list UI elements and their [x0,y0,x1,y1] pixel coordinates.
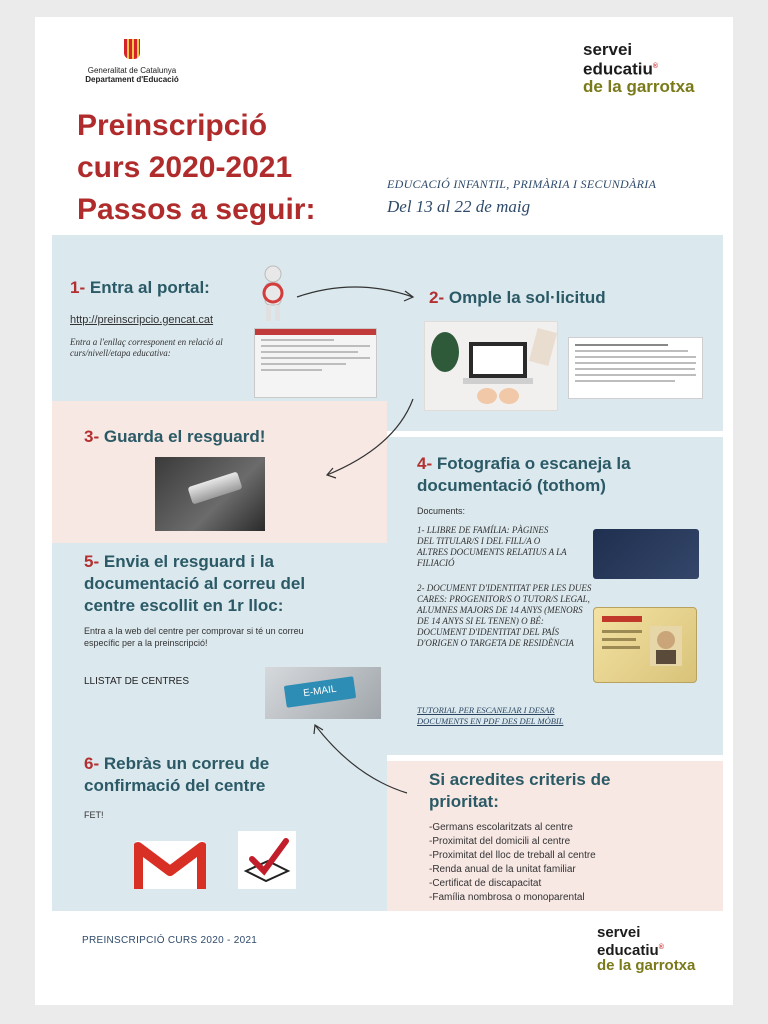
step3-title: 3- Guarda el resguard! [84,427,266,446]
id-card-image [593,607,697,683]
generalitat-name: Generalitat de Catalunya [87,66,177,75]
step5-title: 5- Envia el resguard i la documentació al correu del centre escollit en 1r lloc: [84,552,306,615]
criteria-item: -Renda anual de la unitat familiar [429,864,576,875]
servei-educatiu-logo-footer: servei educatiu® de la garrotxa [597,924,696,974]
criteria-panel [387,761,723,911]
person-email-icon [256,265,290,323]
criteria-item: -Proximitat del lloc de treball al centre [429,850,596,861]
usb-drive-image [155,457,265,531]
criteria-item: -Certificat de discapacitat [429,878,542,889]
documents-label: Documents: [417,506,466,516]
education-levels: EDUCACIÓ INFANTIL, PRIMÀRIA I SECUNDÀRIA [387,177,657,191]
criteria-item: -Proximitat del domicili al centre [429,836,571,847]
step6-title: 6- Rebràs un correu de confirmació del centre [84,754,270,795]
email-key-label: E-MAIL [284,676,356,708]
step5-panel [52,543,387,727]
date-range: Del 13 al 22 de maig [387,197,531,216]
criteria-item: -Família nombrosa o monoparental [429,892,585,903]
tutorial-link[interactable]: TUTORIAL PER ESCANEJAR I DESAR DOCUMENTS EN PDF DES DEL MÒBIL [417,705,564,726]
criteria-title: Si acredites criteris de prioritat: [429,770,611,811]
senyera-icon [124,39,140,59]
criteria-list [429,821,596,905]
criteria-item: -Germans escolaritzats al centre [429,822,573,833]
main-title: Preinscripció curs 2020-2021 Passos a seguir: [77,109,316,226]
poster-page [35,17,733,1005]
step6-panel [52,727,387,911]
doc1-text: 1- LLIBRE DE FAMÍLIA: PÀGINES DEL TITULAR/S I DEL FILL/A O ALTRES DOCUMENTS RELATIUS A LA FILIACIÓ [417,525,567,568]
department-name: Departament d'Educació [85,75,179,84]
email-keyboard-image [265,667,381,719]
centres-list-link[interactable]: LLISTAT DE CENTRES [84,676,190,687]
footer-text: PREINSCRIPCIÓ CURS 2020 - 2021 [82,935,258,946]
generalitat-logo [77,39,187,84]
level-info [387,177,656,217]
portal-link[interactable]: http://preinscripcio.gencat.cat [70,314,214,326]
form-screenshot [568,337,703,399]
step3-panel [52,401,387,543]
step2-title: 2- Omple la sol·licitud [429,288,606,307]
passport-image [593,529,699,579]
servei-educatiu-logo: servei educatiu® de la garrotxa [583,40,695,96]
checkbox-check-icon [238,831,296,889]
step5-text: Entra a la web del centre per comprovar si té un correu específic per a la preinscripció! [84,626,304,648]
step1-panel [52,235,387,401]
done-text: FET! [84,810,104,820]
step4-panel [387,437,723,755]
step1-title: 1- Entra al portal: [70,278,210,297]
step4-title: 4- Fotografia o escaneja la documentació (tothom) [417,454,631,495]
gmail-icon [134,837,206,893]
portal-screenshot [254,328,377,398]
laptop-image [424,321,558,411]
step1-text: Entra a l'enllaç corresponent en relació al curs/nivell/etapa educativa: [70,337,223,358]
step2-panel [387,235,723,431]
doc2-text: 2- DOCUMENT D'IDENTITAT PER LES DUES CARES: PROGENITOR/S O TUTOR/S LEGAL, ALUMNES MAJORS DE 14 ANYS (MENORS DE 14 ANYS SI EL TENEN) O BÉ: DOCUMENT D'IDENTITAT DEL PAÍS D'ORIGEN O TARGETA DE RESIDÈNCIA [417,583,592,648]
